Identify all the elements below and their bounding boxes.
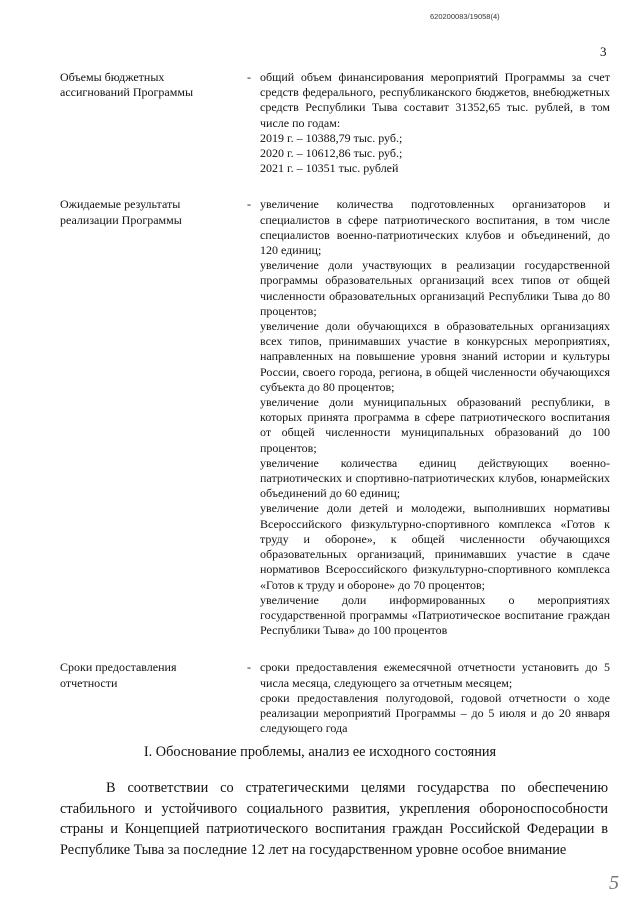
result-item: увеличение доли информированных о мероприятиях государственной программы «Патриотическое воспитание граждан Республики Тыва» до 100 процентов [260, 592, 610, 638]
passport-dash: - [247, 70, 251, 84]
budget-year-2021: 2021 г. – 10351 тыс. рублей [260, 161, 399, 176]
passport-label-reporting: Сроки предоставления отчетности [60, 660, 177, 690]
passport-row-budget [60, 70, 610, 176]
reporting-semiannual: сроки предоставления полугодовой, годовой отчетности о ходе реализации мероприятий Программы – до 5 июля и до 20 января следующего года [260, 690, 610, 736]
passport-row-results [60, 197, 610, 638]
section-heading: I. Обоснование проблемы, анализ ее исходного состояния [143, 744, 497, 760]
passport-row-reporting [60, 660, 610, 736]
reporting-monthly: сроки предоставления ежемесячной отчетности установить до 5 числа месяца, следующего за отчетным месяцем; [260, 660, 610, 690]
budget-year-2020: 2020 г. – 10612,86 тыс. руб.; [260, 146, 403, 161]
passport-dash: - [247, 660, 251, 675]
result-item: увеличение количества подготовленных организаторов и специалистов в сфере патриотического воспитания, в том числе специалистов военно-патриотических клубов и объединений, до 120 единиц; [260, 197, 610, 258]
page-number: 3 [600, 44, 607, 59]
passport-value-budget [260, 70, 610, 176]
result-item: увеличение доли обучающихся в образовательных организациях всех типов, принимавших участие в конкурсных мероприятиях, направленных на повышение уровня знаний истории и культуры России, своего города, региона, в общей численности обучающихся субъекта до 80 процентов; [260, 319, 610, 394]
result-item: увеличение доли муниципальных образований республики, в которых принята программа в сфере патриотического воспитания от общей численности муниципальных образований до 100 процентов; [260, 395, 610, 455]
result-item: увеличение доли участвующих в реализации государственной программы образовательных организаций всех типов от общей численности образовательных организаций Республики Тыва до 80 процентов; [260, 258, 610, 318]
program-passport-table [60, 70, 610, 736]
body-paragraph: В соответствии со стратегическими целями государства по обеспечению стабильного и устойчивого социального развития, укрепления обороноспособности страны и Концепцией патриотического воспитания граждан Российской Федерации в Республике Тыва за последние 12 лет на государственном уровне особое внимание [60, 780, 608, 858]
passport-label-results: Ожидаемые результаты реализации Программы [60, 197, 182, 227]
result-item: увеличение доли детей и молодежи, выполнивших нормативы Всероссийского физкультурно-спортивного комплекса «Готов к труду и обороне», к общей численности обучающихся образовательных организаций, принимавших участие в сдаче нормативов Всероссийского физкультурно-спортивного комплекса «Готов к труду и обороне» до 70 процентов; [260, 501, 610, 592]
handwritten-page-mark: 5 [609, 872, 619, 894]
budget-total-text: общий объем финансирования мероприятий Программы за счет средств федерального, республиканского бюджетов, внебюджетных средств Республики Тыва составит 31352,65 тыс. рублей, в том числе по годам: [260, 70, 610, 130]
passport-value-reporting [260, 660, 610, 736]
result-item: увеличение количества единиц действующих военно-патриотических и спортивно-патриотических клубов, юнармейских объединений до 60 единиц; [260, 455, 610, 501]
budget-year-2019: 2019 г. – 10388,79 тыс. руб.; [260, 130, 403, 145]
passport-label-budget: Объемы бюджетных ассигнований Программы [60, 70, 194, 100]
document-id: 620200083/19058(4) [430, 12, 500, 21]
passport-value-results [260, 197, 610, 638]
passport-dash: - [247, 197, 251, 212]
